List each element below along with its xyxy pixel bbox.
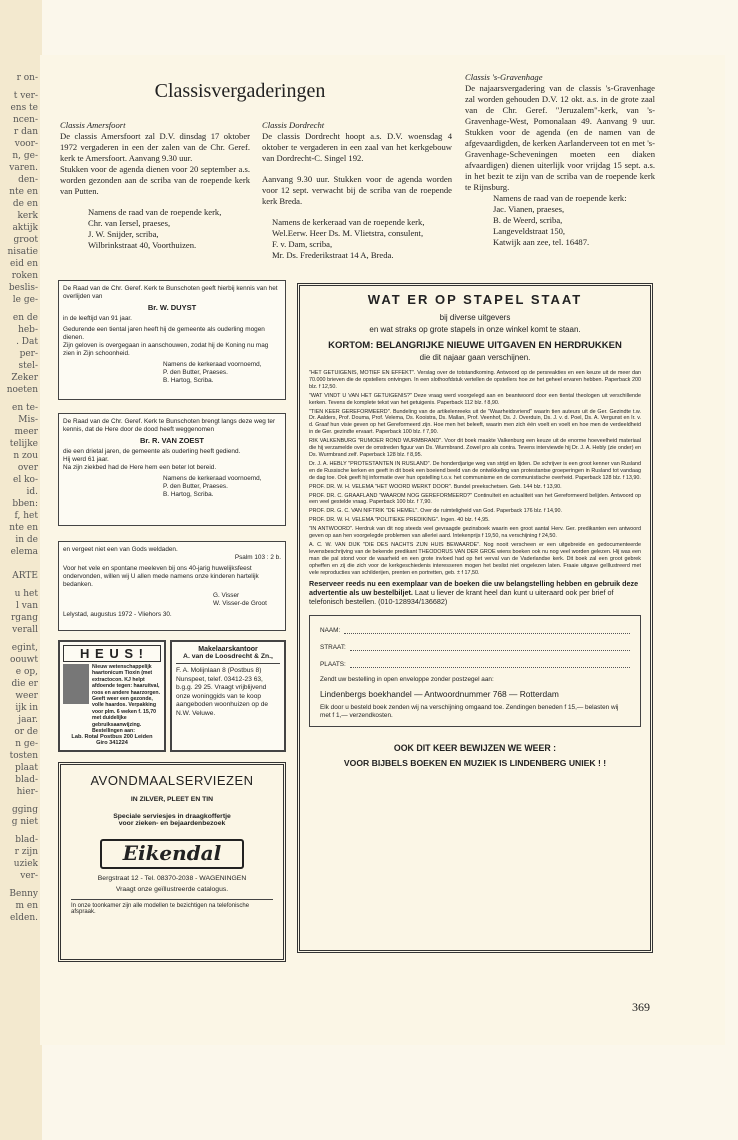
gravenhage-heading: Classis 's-Gravenhage: [465, 72, 543, 82]
notice-text: die een drietal jaren, de gemeente als ouderling heeft gediend.: [63, 448, 241, 455]
spine-text: den-: [18, 175, 38, 185]
street-field[interactable]: [350, 641, 630, 651]
avond-line: Speciale serviesjes in draagkoffertje: [113, 813, 231, 820]
makelaar-name: A. van de Loosdrecht & Zn.,: [183, 653, 273, 660]
spine-text: n ge-: [15, 739, 38, 749]
portrait-photo: [63, 664, 89, 704]
spine-text: . Dat: [16, 337, 38, 347]
closing-line: VOOR BIJBELS BOEKEN EN MUZIEK IS LINDENBERG UNIEK ! !: [343, 757, 607, 768]
spine-text: elden.: [10, 913, 38, 923]
heus-address: Lab. Rotal Postbus 200 Leiden: [71, 734, 153, 741]
book-item: RIK VALKENBURG "RUMOER ROND WURMBRAND". Voor dit boek maakte Valkenburg een keuze uit de enorme hoeveelheid materiaal die hij verzamelde over de omstreden figuur van Ds. Wurmbrand. Zowel pro als contra. Tevens interviewde hij Dr. J. A. Hebly (zie onder) en Ds. Wurmbrand zelf. Paperback 128 blz. f 8,95.: [309, 438, 641, 458]
sign-line: Namens de raad van de roepende kerk,: [88, 207, 222, 217]
left-page-edge: [0, 0, 42, 1140]
spine-text: hier-: [16, 787, 38, 797]
spine-text: f, het: [14, 511, 38, 521]
spine-text: n, ge-: [12, 151, 38, 161]
amersfoort-signature: [60, 207, 250, 251]
sign-line: J. W. Snijder, scriba,: [88, 229, 159, 239]
sign-line: Wel.Eerw. Heer Ds. M. Vlietstra, consulent,: [272, 228, 424, 238]
sign-line: B. Hartog, Scriba.: [163, 377, 214, 384]
heus-giro: Giro 341224: [96, 740, 128, 747]
book-item: "TIEN KEER GEREFORMEERD". Bundeling van de artikelenreeks uit de "Waarheidsvriend" waarin tien auteurs uit de Ger. Gezindte t.w. Dr. Aalders, Prof. Douma, Prof. Velema, Ds. Kooistra, Ds. Mallan, Prof. Veenhof, Ds. J. Overduin, Ds. J. v. d. Poel, Ds. A. Vergunst en Ir. v. d. Graaf hun visie geven op het Gereformeerd zijn. Hoe men het beleeft, waarin men zich één voelt en voelt en hoe men de verdeeldheid in de Ger. gezindte ervaart. Paperback 100 blz. f 7,90.: [309, 408, 641, 436]
death-notice-duyst: [58, 280, 286, 400]
spine-text: per-: [19, 349, 38, 359]
spine-text: stel-: [18, 361, 38, 371]
name-label: NAAM:: [320, 626, 341, 634]
page-title: Classisvergaderingen: [154, 80, 326, 102]
anniversary-notice: [58, 541, 286, 631]
reserve-text: [309, 580, 641, 606]
spine-text: groot: [13, 235, 38, 245]
spine-text: nte en: [9, 523, 38, 533]
death-notice-van-zoest: [58, 413, 286, 526]
spine-text: tosten: [9, 751, 38, 761]
spine-text: roken: [11, 271, 38, 281]
book-item: PROF. DR. G. C. VAN NIFTRIK "DE HEMEL". Over de ruimteligheid van God. Paperback 176 blz. f 14,90.: [309, 508, 562, 515]
reserve-bold: Reserveer reeds nu een exemplaar van de boeken die uw belangstelling hebben en gebruik deze advertentie als uw bestelbiljet.: [309, 579, 639, 598]
spine-text: jaar.: [18, 715, 38, 725]
spine-text: bben:: [12, 499, 38, 509]
spine-text: ver-: [20, 871, 38, 881]
spine-text: Mis-: [18, 415, 38, 425]
notice-text: Gedurende een tiental jaren heeft hij de gemeente als ouderling mogen dienen.: [63, 326, 265, 341]
makelaar-title: Makelaarskantoor: [198, 646, 258, 653]
heus-ad: [58, 640, 166, 752]
spine-text: or de: [14, 727, 38, 737]
spine-text: Zeker: [11, 373, 38, 383]
city-label: PLAATS:: [320, 660, 346, 668]
name-field[interactable]: [344, 624, 630, 634]
sign-line: Mr. Ds. Frederikstraat 14 A, Breda.: [272, 250, 394, 260]
book-item: PROF. DR. W. H. VELEMA "POLITIEKE PREDIKING". Ingen. 40 blz. f 4,95.: [309, 517, 490, 524]
spine-text: plaat: [15, 763, 38, 773]
stapel-title: WAT ER OP STAPEL STAAT: [367, 292, 583, 307]
spine-text: en de: [12, 313, 38, 323]
notice-text: De Raad van de Chr. Geref. Kerk te Bunschoten geeft hierbij kennis van het overlijden van: [63, 285, 278, 300]
deceased-name: Br. W. DUYST: [147, 303, 197, 312]
dordrecht-signature: [262, 217, 452, 261]
spine-text: ARTE: [12, 571, 38, 581]
spine-text: ens te: [10, 103, 38, 113]
sign-line: P. den Butter, Praeses.: [163, 369, 228, 376]
spine-text: le ge-: [12, 295, 38, 305]
sign-line: W. Visser-de Groot: [213, 600, 267, 607]
classis-dordrecht: [262, 120, 452, 261]
notice-text: en vergeet niet een van Gods weldaden.: [63, 546, 178, 553]
spine-text: el ko-: [13, 475, 38, 485]
dordrecht-body: De classis Dordrecht hoopt a.s. D.V. woensdag 4 oktober te vergaderen in een zaal van het kerkgebouw van Dordrecht-C. Singel 192.: [262, 131, 452, 163]
street-label: STRAAT:: [320, 643, 346, 651]
book-item: "HET GETUIGENIS, MOTIEF EN EFFEKT". Verslag over de totstandkoming. Antwoord op de persreakties en een keuze uit de meer dan 70.000 brieven die de opstellers ontvingen. In een slothoofdstuk vertellen de opstellers hoe ze het geheel ervaren hebben. Paperback 200 blz. f 12,50.: [309, 370, 641, 390]
spine-text: heb-: [18, 325, 38, 335]
spine-text: r on-: [16, 73, 38, 83]
book-item: "IN ANTWOORD". Herdruk van dit nog steeds veel gevraagde gezinsboek waarin een groot aantal Herv. Ger. predikanten een antwoord geven op aan hen voorgelegde problemen van allerlei aard. Intekenprijs f 19,50, na verschijning f 24,50.: [309, 526, 641, 540]
spine-text: nisatie: [7, 247, 38, 257]
sign-line: B. de Weerd, scriba,: [493, 215, 563, 225]
book-item: PROF. DR. W. H. VELEMA "HET WOORD WERKT DOOR". Bundel preekschetsen. Geb. 144 blz. f 13,90.: [309, 483, 562, 490]
classis-amersfoort: [60, 120, 250, 251]
makelaar-text: F. A. Molijnlaan 8 (Postbus 8) Nunspeet, telef. 03412-23 63, b.g.g. 29 25. Vraagt vrijblijvend onze woninggids van te koop aangeboden woonhuizen op de N.W. Veluwe.: [176, 667, 269, 717]
eikendal-logo: Eikendal: [100, 839, 244, 869]
spine-text: de en: [12, 199, 38, 209]
sign-line: B. Hartog, Scriba.: [163, 491, 214, 498]
spine-text: weer: [15, 691, 38, 701]
spine-text: m en: [15, 901, 38, 911]
deceased-name: Br. R. VAN ZOEST: [139, 436, 205, 445]
spine-text: l van: [16, 601, 38, 611]
avond-line: voor zieken- en bejaardenbezoek: [118, 820, 226, 827]
spine-text: elema: [10, 547, 38, 557]
stapel-sub: en wat straks op grote stapels in onze winkel komt te staan.: [369, 325, 581, 334]
heus-title: H E U S !: [63, 645, 161, 662]
spine-text: meer: [14, 427, 38, 437]
spine-text: over: [17, 463, 38, 473]
closing-line: OOK DIT KEER BEWIJZEN WE WEER :: [393, 742, 557, 753]
spine-text: rgang: [11, 613, 38, 623]
sign-line: Namens de raad van de roepende kerk:: [493, 193, 627, 203]
book-list: [309, 370, 641, 576]
sign-line: Wilbrinkstraat 40, Voorthuizen.: [88, 240, 197, 250]
book-item: A. C. W. VAN DIJK "DIE DES NACHTS ZIJN HUIS BEWAARDE". Nog nooit verscheen er een uitgebreide en gedocumenteerde levensbeschrijving van de bekende predikant THEODORUS VAN DER GROE wiens boeken ook nu nog veel worden gelezen. Hij was een man die pal stond voor de waarheid en een grote invloed had op het verval van de Vaderlandse kerk. Dit boek zal een groot gebrek opheffen en zij die zich voor de kerkgeschiedenis interesseren mogen het beslist niet ongelezen laten. Fraaie uitgave geïllustreerd met vele reproducties van schilderijen, prenten en portretten, geb. ± f 17,50.: [309, 541, 641, 576]
spine-text: gging: [12, 805, 38, 815]
spine-text: id.: [26, 487, 38, 497]
shop-address: Lindenbergs boekhandel — Antwoordnummer 768 — Rotterdam: [320, 688, 559, 699]
page-number: 369: [632, 1000, 650, 1014]
city-field[interactable]: [350, 658, 630, 668]
sign-line: Namens de kerkeraad voornoemd,: [163, 361, 262, 368]
spine-text: en te-: [12, 403, 38, 413]
order-form: [309, 615, 641, 727]
spine-text: g niet: [11, 817, 38, 827]
sign-line: Namens de kerkeraad van de roepende kerk,: [272, 217, 425, 227]
amersfoort-body2: Stukken voor de agenda dienen voor 20 september a.s. worden gezonden aan de scriba van de roepende kerk van Putten.: [60, 164, 250, 196]
spine-text: beslis-: [8, 283, 38, 293]
stapel-sub: die dit najaar gaan verschijnen.: [419, 353, 531, 362]
spine-text: r zijn: [14, 847, 38, 857]
avond-address: Bergstraat 12 - Tel. 08370-2038 - WAGENINGEN: [97, 875, 247, 882]
scripture-ref: Psalm 103 : 2 b.: [234, 554, 281, 561]
book-item: Dr. J. A. HEBLY "PROTESTANTEN IN RUSLAND". De honderdjarige weg van strijd en lijden. De schrijver is een groot kenner van Rusland en de Russische kerken en geeft in dit boek een boeiend beeld van de ontwikkeling van protestantse groeperingen in Rusland tot vandaag de dag toe. Ook geeft hij informatie over hun opstelling t.o.v. het communisme en de communistische overheid. Paperback 128 blz. f 13,90.: [309, 460, 641, 481]
spine-text: n zou: [13, 451, 38, 461]
spine-text: u het: [14, 589, 38, 599]
heus-text: Nieuw wetenschappelijk haartonicum Tioxin (met extractocon. KJ helpt afdoende tegen: haaruitval, roos en andere haarzorgen. Geeft weer een gezonde, volle haardos. Verpakking voor plm. 6 weken f. 15,70 met duidelijke gebruiksaanwijzing. Bestellingen aan:: [92, 664, 161, 735]
spine-text: uziek: [13, 859, 38, 869]
sign-line: P. den Butter, Praeses.: [163, 483, 228, 490]
spine-text: ijk in: [15, 703, 38, 713]
spine-text: nte en: [9, 187, 38, 197]
book-item: PROF. DR. C. GRAAFLAND "WAAROM NOG GEREFORMEERD?" Continuïteit en actualiteit van het Gereformeerd belijden. Antwoord op een veel gestelde vraag. Paperback 100 blz. f 7,90.: [309, 492, 641, 506]
book-item: "WAT VINDT U VAN HET GETUIGENIS?" Deze vraag werd voorgelegd aan en beantwoord door een tiental theologen uit verschillende kerken. Tevens de komplete tekst van het getuigenis. Paperback 112 blz. f 8,90.: [309, 392, 641, 406]
gravenhage-body: De najaarsvergadering van de classis 's-Gravenhage zal worden gehouden D.V. 12 okt. a.s. in de grote zaal van de Chr. Geref. "Jeruzalem"-kerk, van 's-Gravenhage-West, Pomonalaan 49. Aanvang 9 uur. Stukken voor de agenda (en de namen van de afgevaardigden, de kerken Aarlanderveen tot en met 's-Gravenhage-Scheveningen moeten een diaken afvaardigen) dienen uiterlijk voor vrijdag 15 sept. a.s. in het bezit te zijn van de scriba van de roepende kerk te Rijnsburg.: [465, 83, 655, 192]
avond-sub: IN ZILVER, PLEET EN TIN: [130, 796, 214, 803]
notice-text: in de leeftijd van 91 jaar.: [63, 315, 132, 322]
spine-text: e op,: [15, 667, 38, 677]
spine-text: verall: [12, 625, 38, 635]
spine-text: voor-: [14, 139, 38, 149]
amersfoort-heading: Classis Amersfoort: [60, 120, 126, 130]
spine-text: die er: [11, 679, 38, 689]
classis-gravenhage: [465, 72, 655, 248]
notice-text: Hij werd 61 jaar.: [63, 456, 109, 463]
avond-catalog: Vraagt onze geïllustreerde catalogus.: [115, 886, 229, 893]
spine-text: Benny: [9, 889, 38, 899]
spine-text: telijke: [9, 439, 38, 449]
makelaar-ad: [170, 640, 286, 752]
avond-title: AVONDMAALSERVIEZEN: [90, 773, 254, 788]
spine-text: aktijk: [12, 223, 38, 233]
spine-text: r dan: [13, 127, 38, 137]
stapel-sub: bij diverse uitgevers: [439, 313, 511, 322]
notice-text: De Raad van de Chr. Geref. Kerk te Bunschoten brengt langs deze weg ter kennis, dat de Here door de dood heeft weggenomen: [63, 418, 276, 433]
notice-text: Zijn geloven is overgegaan in aanschouwen, zodat hij de Koning nu mag zien in Zijn schoonheid.: [63, 342, 269, 357]
notice-text: Voor het vele en spontane meeleven bij ons 40-jarig huwelijksfeest ondervonden, willen wij U allen mede namens onze kinderen hartelijk bedanken.: [63, 565, 259, 588]
spine-text: varen.: [9, 163, 38, 173]
sign-line: G. Visser: [213, 592, 240, 599]
dordrecht-body2: Aanvang 9.30 uur. Stukken voor de agenda worden voor 12 sept. verwacht bij de scriba van de roepende kerk Breda.: [262, 174, 452, 206]
sign-line: Langeveldstraat 150,: [493, 226, 566, 236]
sign-line: F. v. Dam, scriba,: [272, 239, 333, 249]
spine-text: blad-: [15, 775, 38, 785]
reserve-normal: Laat u liever de krant heel dan kunt u uiteraard ook per brief of telefonisch bestellen. (010-128934/136682): [309, 588, 614, 607]
sign-line: Katwijk aan zee, tel. 16487.: [493, 237, 590, 247]
spine-text: oouwt: [10, 655, 38, 665]
spine-text: eid en: [10, 259, 38, 269]
spine-text: kerk: [17, 211, 38, 221]
spine-text: noeten: [6, 385, 38, 395]
place-date: Lelystad, augustus 1972 - Vliehors 30.: [63, 611, 172, 618]
stapel-ad: [297, 283, 653, 953]
stapel-kortom: KORTOM: BELANGRIJKE NIEUWE UITGAVEN EN HERDRUKKEN: [328, 340, 622, 351]
fine-print: Elk door u besteld boek zenden wij na verschijning omgaand toe. Zendingen beneden f 15,— belasten wij met f 1,— verzendkosten.: [320, 703, 619, 719]
spine-text: ncen-: [12, 115, 38, 125]
avond-note: In onze toonkamer zijn alle modellen te bezichtigen na telefonische afspraak.: [71, 899, 273, 915]
sign-line: Chr. van Iersel, praeses,: [88, 218, 171, 228]
notice-text: Na zijn ziekbed had de Here hem een beter lot bereid.: [63, 464, 217, 471]
spine-text: t ver-: [13, 91, 38, 101]
amersfoort-body: De classis Amersfoort zal D.V. dinsdag 17 oktober 1972 vergaderen in een der zalen van de Chr. Geref. kerk te Amersfoort. Aanvang 9.30 uur.: [60, 131, 250, 163]
spine-text: in de: [15, 535, 38, 545]
dordrecht-heading: Classis Dordrecht: [262, 120, 325, 130]
send-instruction: Zendt uw bestelling in open enveloppe zonder postzegel aan:: [320, 675, 494, 683]
sign-line: Namens de kerkeraad voornoemd,: [163, 475, 262, 482]
avondmaal-ad: [58, 762, 286, 962]
gravenhage-signature: [465, 193, 655, 248]
spine-text: egint,: [11, 643, 38, 653]
spine-text: blad-: [15, 835, 38, 845]
sign-line: Jac. Vianen, praeses,: [493, 204, 565, 214]
